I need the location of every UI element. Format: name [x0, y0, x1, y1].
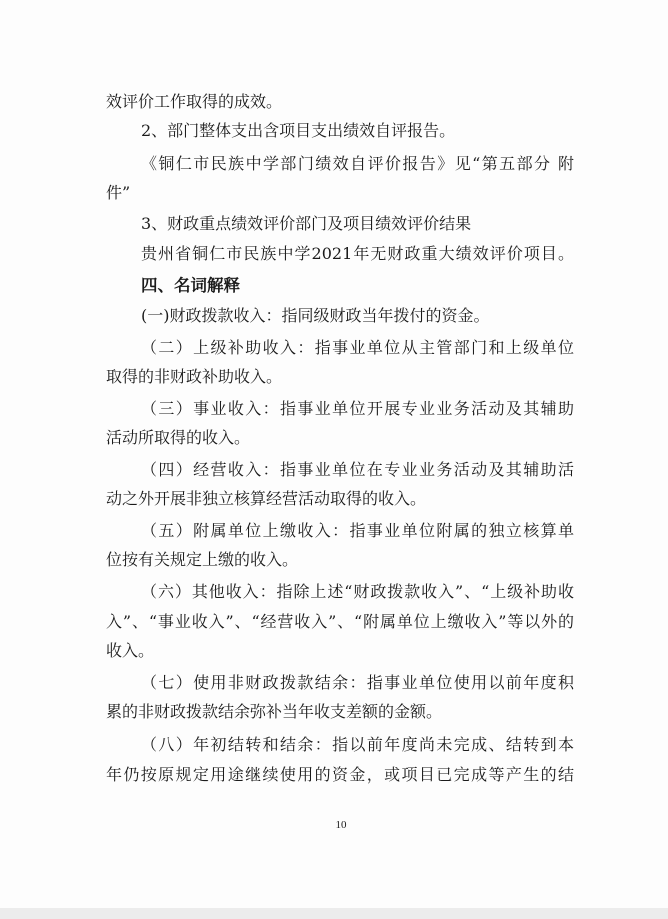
term-5-continued: 位按有关规定上缴的收入。 [106, 550, 299, 569]
term-line [0, 362, 668, 392]
paragraph-line [0, 116, 668, 146]
item-2-text-continued: 件” [106, 183, 131, 202]
paragraph-line [0, 87, 668, 117]
term-3: （三）事业收入：指事业单位开展专业业务活动及其辅助 [141, 399, 574, 418]
term-line [0, 484, 668, 514]
item-3-text: 贵州省铜仁市民族中学2021年无财政重大绩效评价项目。 [141, 244, 574, 263]
term-line [0, 545, 668, 575]
term-line [0, 668, 668, 698]
term-line [0, 697, 668, 727]
term-line [0, 760, 668, 790]
term-line [0, 394, 668, 424]
term-line [0, 423, 668, 453]
term-7: （七）使用非财政拨款结余：指事业单位使用以前年度积 [141, 673, 574, 692]
term-line [0, 301, 668, 331]
item-2-text: 《铜仁市民族中学部门绩效自评价报告》见“第五部分 附 [141, 154, 574, 173]
paragraph-line [0, 178, 668, 208]
term-line [0, 730, 668, 760]
term-1: (一)财政拨款收入：指同级财政当年拨付的资金。 [141, 306, 490, 325]
intro-tail: 效评价工作取得的成效。 [106, 92, 283, 111]
term-6-continued: 入”、“事业收入”、“经营收入”、“附属单位上缴收入”等以外的 [106, 612, 574, 631]
term-7-continued: 累的非财政拨款结余弥补当年收支差额的金额。 [106, 702, 443, 721]
term-line [0, 636, 668, 666]
term-4-continued: 动之外开展非独立核算经营活动取得的收入。 [106, 489, 427, 508]
term-line [0, 516, 668, 546]
term-6: （六）其他收入：指除上述“财政拨款收入”、“上级补助收 [141, 582, 574, 601]
item-2-title: 2、部门整体支出含项目支出绩效自评报告。 [141, 121, 456, 140]
paragraph-line [0, 149, 668, 179]
section-4-heading: 四、名词解释 [141, 276, 240, 295]
page-number: 10 [335, 819, 347, 831]
paragraph-line [0, 239, 668, 269]
term-2: （二）上级补助收入：指事业单位从主管部门和上级单位 [141, 338, 574, 357]
term-6-end: 收入。 [106, 641, 155, 660]
term-line [0, 333, 668, 363]
term-2-continued: 取得的非财政补助收入。 [106, 367, 283, 386]
item-3-title: 3、财政重点绩效评价部门及项目绩效评价结果 [141, 214, 472, 233]
term-line [0, 607, 668, 637]
term-line [0, 577, 668, 607]
term-line [0, 455, 668, 485]
paragraph-line [0, 209, 668, 239]
term-4: （四）经营收入：指事业单位在专业业务活动及其辅助活 [141, 460, 574, 479]
term-8-continued: 年仍按原规定用途继续使用的资金，或项目已完成等产生的结 [106, 765, 574, 784]
term-3-continued: 活动所取得的收入。 [106, 428, 251, 447]
viewer-bottom-edge [0, 908, 668, 919]
term-5: （五）附属单位上缴收入：指事业单位附属的独立核算单 [141, 521, 574, 540]
term-8: （八）年初结转和结余：指以前年度尚未完成、结转到本 [141, 735, 574, 754]
section-heading-line [0, 271, 668, 301]
